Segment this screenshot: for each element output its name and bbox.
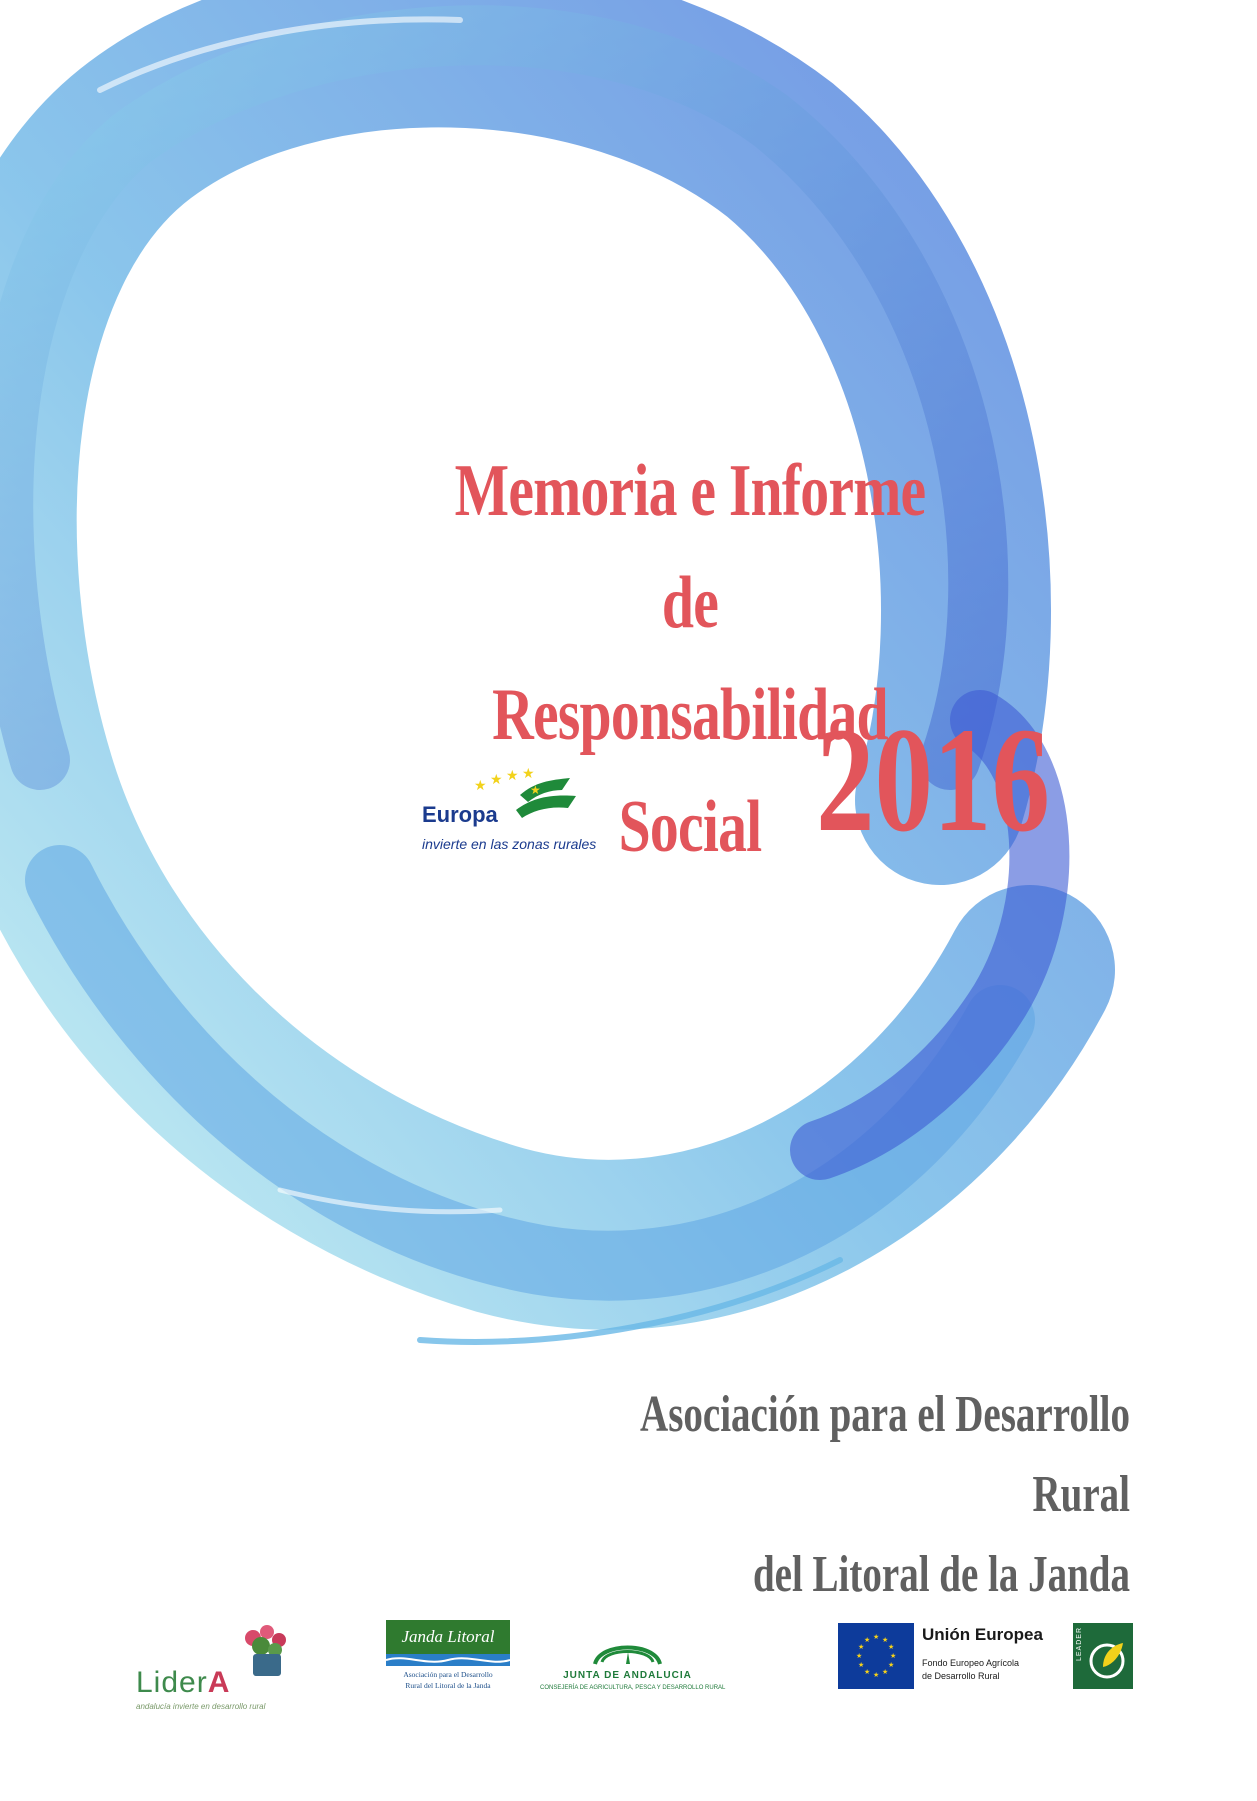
svg-text:★: ★ bbox=[873, 1672, 880, 1679]
svg-text:★: ★ bbox=[858, 1644, 865, 1651]
europa-tagline: invierte en las zonas rurales bbox=[422, 836, 597, 852]
union-europea-logo bbox=[838, 1623, 1053, 1703]
footer-logos bbox=[0, 1600, 1257, 1720]
svg-text:★: ★ bbox=[864, 1669, 871, 1676]
svg-text:★: ★ bbox=[474, 777, 487, 793]
eu-flag-icon bbox=[838, 1623, 914, 1689]
wave-icon bbox=[386, 1654, 510, 1666]
organization-line-1: Asociación para el Desarrollo Rural bbox=[640, 1386, 1130, 1523]
eu-subtitle: Fondo Europeo Agrícola de Desarrollo Rural bbox=[922, 1658, 1020, 1681]
svg-text:★: ★ bbox=[873, 1634, 880, 1641]
report-year: 2016 bbox=[816, 697, 1050, 863]
organization-name bbox=[605, 1375, 1130, 1615]
organization-line-2: del Litoral de la Janda bbox=[752, 1546, 1130, 1603]
svg-text:★: ★ bbox=[530, 783, 541, 797]
flower-pot-icon bbox=[223, 1620, 303, 1680]
europa-invierte-logo bbox=[410, 760, 610, 870]
lider-word: LiderA bbox=[136, 1666, 231, 1699]
title-line-1: Memoria e Informe de bbox=[454, 450, 926, 644]
leader-word: LEADER bbox=[1076, 1627, 1083, 1662]
svg-text:★: ★ bbox=[490, 771, 503, 787]
lider-logo bbox=[133, 1620, 303, 1711]
svg-text:★: ★ bbox=[890, 1653, 897, 1660]
junta-subtitle: CONSEJERÍA DE AGRICULTURA, PESCA Y DESARROLLO RURAL bbox=[540, 1685, 726, 1691]
leader-logo bbox=[1073, 1623, 1133, 1689]
svg-text:★: ★ bbox=[522, 765, 535, 781]
svg-text:★: ★ bbox=[856, 1653, 863, 1660]
janda-litoral-logo bbox=[386, 1620, 516, 1700]
leader-leaf-icon bbox=[1073, 1623, 1133, 1689]
svg-text:★: ★ bbox=[888, 1644, 895, 1651]
janda-litoral-name: Janda Litoral bbox=[386, 1620, 510, 1654]
svg-text:★: ★ bbox=[888, 1662, 895, 1669]
junta-arch-icon bbox=[540, 1628, 715, 1668]
svg-text:★: ★ bbox=[858, 1662, 865, 1669]
junta-name: JUNTA DE ANDALUCIA bbox=[563, 1670, 692, 1681]
title-line-2: Responsabilidad Social bbox=[492, 674, 888, 868]
eu-title: Unión Europea bbox=[922, 1625, 1043, 1644]
svg-text:★: ★ bbox=[882, 1669, 889, 1676]
svg-text:★: ★ bbox=[864, 1637, 871, 1644]
janda-litoral-subtitle: Asociación para el Desarrollo Rural del Litoral de la Janda bbox=[403, 1670, 493, 1690]
svg-text:★: ★ bbox=[882, 1637, 889, 1644]
europa-word: Europa bbox=[422, 802, 498, 827]
junta-de-andalucia-logo bbox=[540, 1628, 726, 1708]
lider-tagline: andalucía invierte en desarrollo rural bbox=[136, 1702, 266, 1711]
svg-text:★: ★ bbox=[506, 767, 519, 783]
